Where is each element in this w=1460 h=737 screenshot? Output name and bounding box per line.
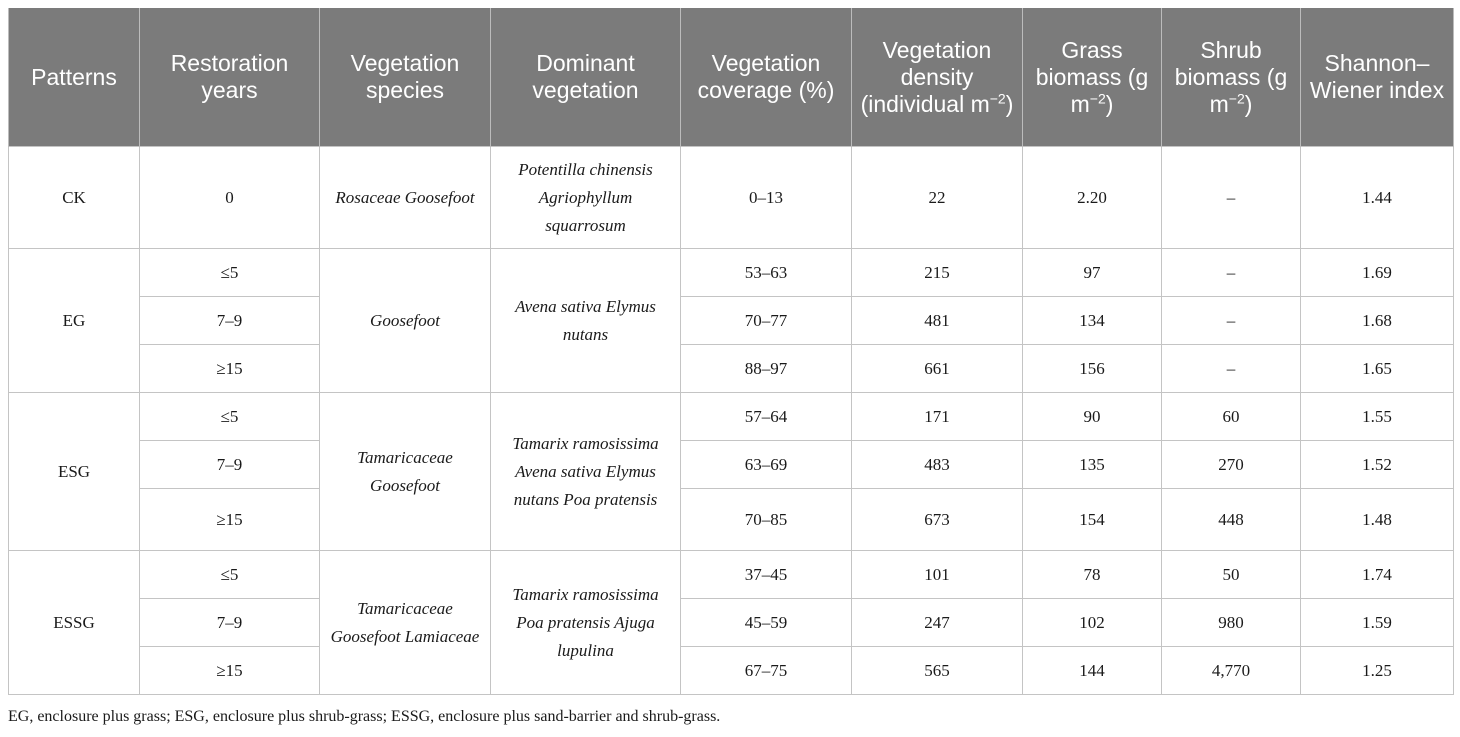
dominant-cell: Tamarix ramosissima Poa pratensis Ajuga lupulina — [491, 551, 681, 695]
header-restoration-years: Restoration years — [140, 8, 320, 147]
species-cell: Tamaricaceae Goosefoot — [320, 393, 491, 551]
species-cell: Tamaricaceae Goosefoot Lamiaceae — [320, 551, 491, 695]
species-cell: Rosaceae Goosefoot — [320, 147, 491, 249]
density-cell: 661 — [852, 345, 1023, 393]
header-grass-biomass: Grass biomass (g $m^{-2}$) — [1023, 8, 1162, 147]
grass-biomass-cell: 144 — [1023, 647, 1162, 695]
grass-biomass-cell: 102 — [1023, 599, 1162, 647]
coverage-cell: 57–64 — [681, 393, 852, 441]
header-vegetation-species: Vegetation species — [320, 8, 491, 147]
years-cell: 7–9 — [140, 599, 320, 647]
pattern-cell: EG — [9, 249, 140, 393]
shrub-biomass-cell: – — [1162, 297, 1301, 345]
header-vegetation-density: Vegetation density (individual $m^{-2}$) — [852, 8, 1023, 147]
grass-biomass-cell: 78 — [1023, 551, 1162, 599]
shrub-biomass-cell: – — [1162, 249, 1301, 297]
header-shannon-wiener: Shannon–Wiener index — [1301, 8, 1454, 147]
grass-biomass-cell: 134 — [1023, 297, 1162, 345]
density-cell: 247 — [852, 599, 1023, 647]
shrub-biomass-cell: 980 — [1162, 599, 1301, 647]
grass-biomass-cell: 90 — [1023, 393, 1162, 441]
years-cell: ≥15 — [140, 489, 320, 551]
coverage-cell: 70–77 — [681, 297, 852, 345]
pattern-cell: ESG — [9, 393, 140, 551]
shannon-cell: 1.48 — [1301, 489, 1454, 551]
shannon-cell: 1.59 — [1301, 599, 1454, 647]
table-row — [9, 249, 1454, 297]
pattern-cell: CK — [9, 147, 140, 249]
coverage-cell: 45–59 — [681, 599, 852, 647]
table-row — [9, 599, 1454, 647]
shannon-cell: 1.69 — [1301, 249, 1454, 297]
coverage-cell: 70–85 — [681, 489, 852, 551]
grass-biomass-cell: 156 — [1023, 345, 1162, 393]
grass-biomass-cell: 135 — [1023, 441, 1162, 489]
header-vegetation-coverage: Vegetation coverage (%) — [681, 8, 852, 147]
shannon-cell: 1.52 — [1301, 441, 1454, 489]
years-cell: ≥15 — [140, 345, 320, 393]
years-cell: ≤5 — [140, 249, 320, 297]
table-row — [9, 489, 1454, 551]
coverage-cell: 37–45 — [681, 551, 852, 599]
shrub-biomass-cell: 4,770 — [1162, 647, 1301, 695]
table-row — [9, 345, 1454, 393]
coverage-cell: 0–13 — [681, 147, 852, 249]
shannon-cell: 1.74 — [1301, 551, 1454, 599]
shrub-biomass-cell: – — [1162, 345, 1301, 393]
header-shrub-biomass: Shrub biomass (g $m^{-2}$) — [1162, 8, 1301, 147]
species-cell: Goosefoot — [320, 249, 491, 393]
dominant-cell: Tamarix ramosissima Avena sativa Elymus nutans Poa pratensis — [491, 393, 681, 551]
years-cell: 7–9 — [140, 297, 320, 345]
shrub-biomass-cell: 448 — [1162, 489, 1301, 551]
years-cell: ≤5 — [140, 393, 320, 441]
vegetation-table — [8, 8, 1454, 695]
years-cell: 0 — [140, 147, 320, 249]
table-row — [9, 147, 1454, 249]
table-footnote: EG, enclosure plus grass; ESG, enclosure plus shrub-grass; ESSG, enclosure plus sand-barrier and shrub-grass. — [8, 708, 721, 725]
shannon-cell: 1.55 — [1301, 393, 1454, 441]
density-cell: 101 — [852, 551, 1023, 599]
table-row — [9, 647, 1454, 695]
pattern-cell: ESSG — [9, 551, 140, 695]
shannon-cell: 1.44 — [1301, 147, 1454, 249]
grass-biomass-cell: 97 — [1023, 249, 1162, 297]
density-cell: 481 — [852, 297, 1023, 345]
shrub-biomass-cell: 60 — [1162, 393, 1301, 441]
density-cell: 565 — [852, 647, 1023, 695]
header-row — [9, 8, 1454, 147]
table-row — [9, 551, 1454, 599]
table-row — [9, 393, 1454, 441]
shannon-cell: 1.68 — [1301, 297, 1454, 345]
shrub-biomass-cell: 50 — [1162, 551, 1301, 599]
coverage-cell: 67–75 — [681, 647, 852, 695]
table-row — [9, 441, 1454, 489]
shrub-biomass-cell: 270 — [1162, 441, 1301, 489]
grass-biomass-cell: 2.20 — [1023, 147, 1162, 249]
years-cell: ≥15 — [140, 647, 320, 695]
coverage-cell: 53–63 — [681, 249, 852, 297]
shrub-biomass-cell: – — [1162, 147, 1301, 249]
dominant-cell: Potentilla chinensis Agriophyllum squarrosum — [491, 147, 681, 249]
shannon-cell: 1.25 — [1301, 647, 1454, 695]
years-cell: 7–9 — [140, 441, 320, 489]
density-cell: 171 — [852, 393, 1023, 441]
density-cell: 215 — [852, 249, 1023, 297]
density-cell: 483 — [852, 441, 1023, 489]
coverage-cell: 88–97 — [681, 345, 852, 393]
density-cell: 673 — [852, 489, 1023, 551]
years-cell: ≤5 — [140, 551, 320, 599]
table-row — [9, 297, 1454, 345]
header-dominant-vegetation: Dominant vegetation — [491, 8, 681, 147]
density-cell: 22 — [852, 147, 1023, 249]
dominant-cell: Avena sativa Elymus nutans — [491, 249, 681, 393]
header-patterns: Patterns — [9, 8, 140, 147]
shannon-cell: 1.65 — [1301, 345, 1454, 393]
grass-biomass-cell: 154 — [1023, 489, 1162, 551]
coverage-cell: 63–69 — [681, 441, 852, 489]
